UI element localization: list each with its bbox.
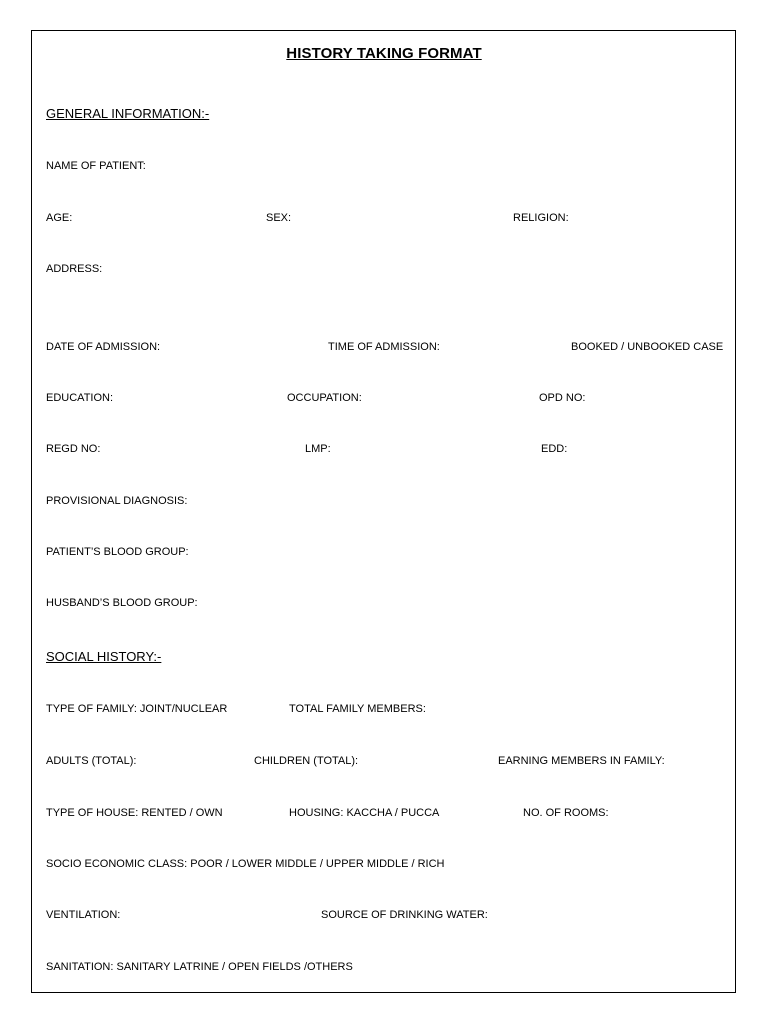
date-of-admission-field[interactable]: DATE OF ADMISSION: <box>46 341 161 353</box>
housing-field[interactable]: HOUSING: KACCHA / PUCCA <box>289 807 440 819</box>
occupation-field[interactable]: OCCUPATION: <box>287 392 362 404</box>
social-history-heading: SOCIAL HISTORY:- <box>46 649 162 664</box>
opd-no-field[interactable]: OPD NO: <box>539 392 586 404</box>
sanitation-field[interactable]: SANITATION: SANITARY LATRINE / OPEN FIELDS /OTHERS <box>46 961 353 973</box>
earning-members-field[interactable]: EARNING MEMBERS IN FAMILY: <box>498 755 665 767</box>
age-field[interactable]: AGE: <box>46 212 73 224</box>
adults-total-field[interactable]: ADULTS (TOTAL): <box>46 755 137 767</box>
education-field[interactable]: EDUCATION: <box>46 392 114 404</box>
address-field[interactable]: ADDRESS: <box>46 263 103 275</box>
sex-field[interactable]: SEX: <box>266 212 292 224</box>
provisional-diagnosis-field[interactable]: PROVISIONAL DIAGNOSIS: <box>46 495 188 507</box>
no-of-rooms-field[interactable]: NO. OF ROOMS: <box>523 807 609 819</box>
page-border <box>31 30 736 993</box>
patient-blood-group-field[interactable]: PATIENT’S BLOOD GROUP: <box>46 546 189 558</box>
religion-field[interactable]: RELIGION: <box>513 212 569 224</box>
lmp-field[interactable]: LMP: <box>305 443 331 455</box>
page-title: HISTORY TAKING FORMAT <box>286 45 482 62</box>
edd-field[interactable]: EDD: <box>541 443 568 455</box>
husband-blood-group-field[interactable]: HUSBAND’S BLOOD GROUP: <box>46 597 198 609</box>
type-of-house-field[interactable]: TYPE OF HOUSE: RENTED / OWN <box>46 807 223 819</box>
regd-no-field[interactable]: REGD NO: <box>46 443 101 455</box>
booked-unbooked-case-field[interactable]: BOOKED / UNBOOKED CASE <box>571 341 724 353</box>
children-total-field[interactable]: CHILDREN (TOTAL): <box>254 755 359 767</box>
type-of-family-field[interactable]: TYPE OF FAMILY: JOINT/NUCLEAR <box>46 703 228 715</box>
general-information-heading: GENERAL INFORMATION:- <box>46 106 210 121</box>
total-family-members-field[interactable]: TOTAL FAMILY MEMBERS: <box>289 703 426 715</box>
time-of-admission-field[interactable]: TIME OF ADMISSION: <box>328 341 440 353</box>
name-of-patient-field[interactable]: NAME OF PATIENT: <box>46 160 146 172</box>
socio-economic-class-field[interactable]: SOCIO ECONOMIC CLASS: POOR / LOWER MIDDLE / UPPER MIDDLE / RICH <box>46 858 445 870</box>
source-of-drinking-water-field[interactable]: SOURCE OF DRINKING WATER: <box>321 909 488 921</box>
ventilation-field[interactable]: VENTILATION: <box>46 909 121 921</box>
